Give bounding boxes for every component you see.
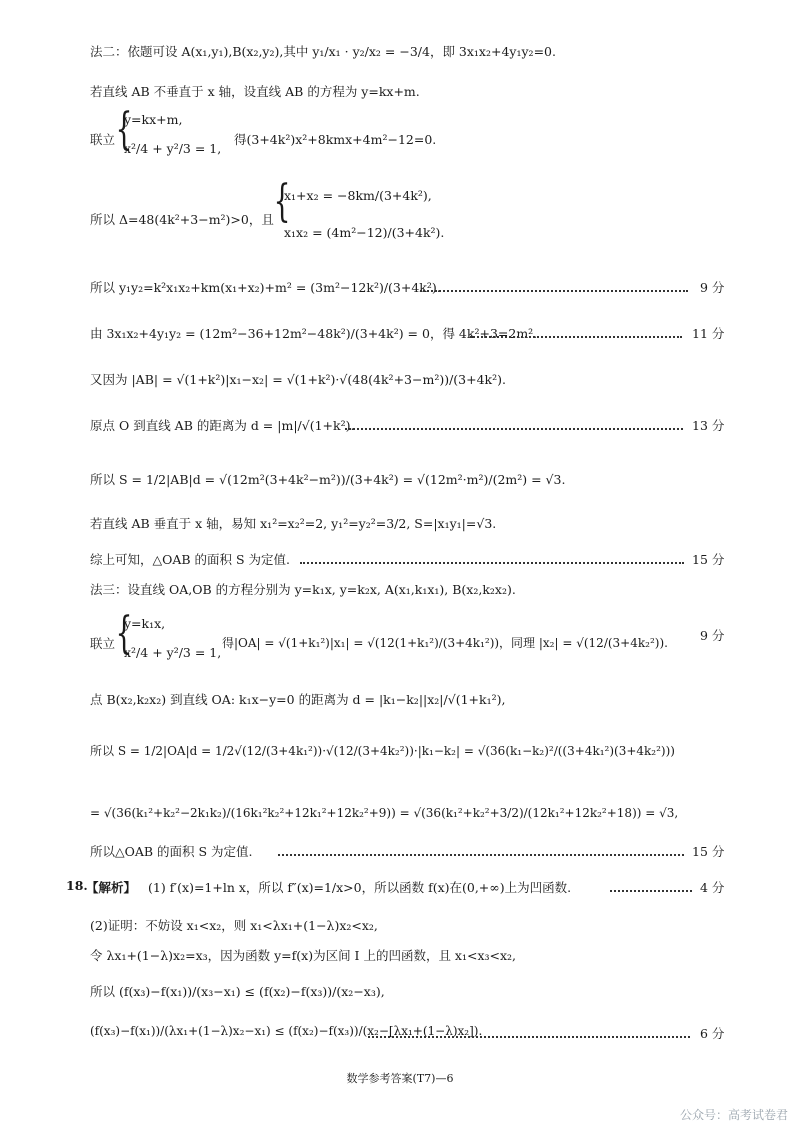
score-9: 9 分 <box>700 280 725 295</box>
method3-area-2: = √(36(k₁²+k₂²−2k₁k₂)/(16k₁²k₂²+12k₁²+12k₂²+9)) = √(36(k₁²+k₂²+3/2)/(12k₁²+12k₂²+18)) = √3, <box>90 806 679 820</box>
score-11: 11 分 <box>692 326 725 341</box>
score-9: 9 分 <box>700 628 725 643</box>
method2-area: 所以 S = 1/2|AB|d = √(12m²(3+4k²−m²))/(3+4k²) = √(12m²·m²)/(2m²) = √3. <box>90 472 566 487</box>
q18-substituted-inequality: (f(x₃)−f(x₁))/(λx₁+(1−λ)x₂−x₁) ≤ (f(x₂)−f(x₃))/(x₂−[λx₁+(1−λ)x₂]). <box>90 1024 483 1038</box>
method3-area-1: 所以 S = 1/2|OA|d = 1/2√(12/(3+4k₁²))·√(12/(3+4k₂²))·|k₁−k₂| = √(36(k₁−k₂)²/((3+4k₁²)(3+4k₂²))) <box>90 744 675 758</box>
method3-conclusion: 所以△OAB 的面积 S 为定值. <box>90 844 253 859</box>
q18-part2-let: 令 λx₁+(1−λ)x₂=x₃，因为函数 y=f(x)为区间 I 上的凹函数，且 x₁<x₃<x₂, <box>90 948 517 963</box>
leader-dots <box>300 562 684 564</box>
method2-quadratic: 得(3+4k²)x²+8kmx+4m²−12=0. <box>234 132 437 147</box>
method3-distance: 点 B(x₂,k₂x₂) 到直线 OA: k₁x−y=0 的距离为 d = |k₁−k₂||x₂|/√(1+k₁²), <box>90 692 506 707</box>
method2-line1: 法二：依题可设 A(x₁,y₁),B(x₂,y₂),其中 y₁/x₁ · y₂/x₂ = −3/4，即 3x₁x₂+4y₁y₂=0. <box>90 44 556 59</box>
method3-line1: 法三：设直线 OA,OB 的方程分别为 y=k₁x, y=k₂x, A(x₁,k₁x₁), B(x₂,k₂x₂). <box>90 582 516 597</box>
q18-part1: (1) f′(x)=1+ln x，所以 f″(x)=1/x>0，所以函数 f(x)在(0,+∞)上为凹函数. <box>148 880 572 895</box>
score-15: 15 分 <box>692 552 725 567</box>
leader-dots <box>278 854 684 856</box>
score-4: 4 分 <box>700 880 725 895</box>
leader-dots <box>368 1036 690 1038</box>
method2-distance: 原点 O 到直线 AB 的距离为 d = |m|/√(1+k²). <box>90 418 355 433</box>
method2-vieta <box>284 188 444 240</box>
method2-condition: 由 3x₁x₂+4y₁y₂ = (12m²−36+12m²−48k²)/(3+4k²) = 0，得 4k²+3=2m². <box>90 326 538 341</box>
method2-line2: 若直线 AB 不垂直于 x 轴，设直线 AB 的方程为 y=kx+m. <box>90 84 420 99</box>
system-eq-ellipse: x²/4 + y²/3 = 1, <box>124 645 222 660</box>
method2-ab-length: 又因为 |AB| = √(1+k²)|x₁−x₂| = √(1+k²)·√(48(4k²+3−m²))/(3+4k²). <box>90 372 506 387</box>
method3-lianli-label: 联立 <box>90 636 116 651</box>
vieta-product: x₁x₂ = (4m²−12)/(3+4k²). <box>284 225 445 240</box>
watermark: 公众号：高考试卷君 <box>679 1108 788 1122</box>
method3-oa-length: 得|OA| = √(1+k₁²)|x₁| = √(12(1+k₁²)/(3+4k₁²))，同理 |x₂| = √(12/(3+4k₂²)). <box>222 636 668 650</box>
leader-dots <box>470 336 682 338</box>
system-brace: { <box>115 608 133 659</box>
q18-part2-assume: (2)证明：不妨设 x₁<x₂，则 x₁<λx₁+(1−λ)x₂<x₂, <box>90 918 378 933</box>
method3-system <box>124 616 221 660</box>
leader-dots <box>345 428 683 430</box>
system-eq-line: y=kx+m, <box>124 112 183 127</box>
system-brace: { <box>115 104 133 155</box>
method2-lianli-label: 联立 <box>90 132 116 147</box>
analysis-tag: 【解析】 <box>86 880 137 895</box>
system-eq-line: y=k₁x, <box>124 616 166 631</box>
method2-system-1 <box>124 112 221 156</box>
score-6: 6 分 <box>700 1026 725 1041</box>
page-footer: 数学参考答案(T7)—6 <box>346 1072 454 1085</box>
score-15: 15 分 <box>692 844 725 859</box>
method2-y1y2: 所以 y₁y₂=k²x₁x₂+km(x₁+x₂)+m² = (3m²−12k²)/(3+4k²). <box>90 280 441 295</box>
system-eq-ellipse: x²/4 + y²/3 = 1, <box>124 141 222 156</box>
method2-delta: 所以 Δ=48(4k²+3−m²)>0，且 <box>90 212 274 227</box>
method2-vertical-case: 若直线 AB 垂直于 x 轴，易知 x₁²=x₂²=2, y₁²=y₂²=3/2, S=|x₁y₁|=√3. <box>90 516 497 531</box>
vieta-sum: x₁+x₂ = −8km/(3+4k²), <box>284 188 432 203</box>
q18-slope-inequality: 所以 (f(x₃)−f(x₁))/(x₃−x₁) ≤ (f(x₂)−f(x₃))/(x₂−x₃), <box>90 984 385 999</box>
score-13: 13 分 <box>692 418 725 433</box>
question-number: 18. <box>66 878 88 893</box>
leader-dots <box>610 890 692 892</box>
vieta-brace: { <box>273 176 291 227</box>
method2-conclusion: 综上可知，△OAB 的面积 S 为定值. <box>90 552 291 567</box>
leader-dots <box>420 290 688 292</box>
